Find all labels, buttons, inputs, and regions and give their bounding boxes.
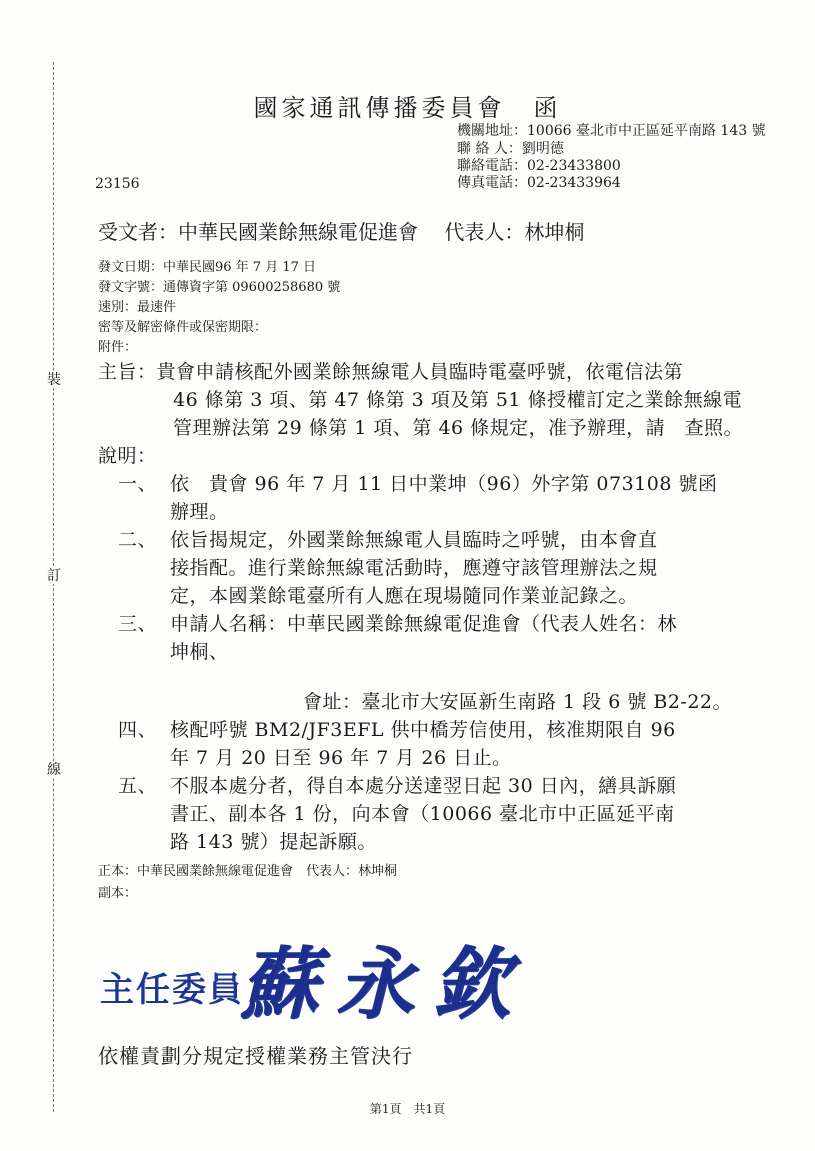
item-line: 辦理。 [170, 501, 229, 523]
item-line: 接指配。進行業餘無線電活動時，應遵守該管理辦法之規 [170, 557, 658, 579]
explanation-heading: 說明： [98, 445, 157, 467]
binding-mark-line: 線 [47, 762, 61, 778]
contact-phone: 聯絡電話：02-23433800 [457, 158, 621, 174]
document-number: 發文字號：通傳資字第 09600258680 號 [98, 280, 341, 295]
item-number: 四、 [118, 719, 158, 741]
item-number: 三、 [118, 613, 158, 635]
contact-fax: 傳真電話：02-23433964 [457, 175, 621, 191]
binding-line [53, 62, 54, 1112]
page-number: 第1頁 共1頁 [369, 1102, 446, 1116]
postal-code: 23156 [95, 176, 140, 192]
recipient: 受文者：中華民國業餘無線電促進會 代表人：林坤桐 [98, 220, 585, 244]
subject-line: 46 條第 3 項、第 47 條第 3 項及第 51 條授權訂定之業餘無線電 [173, 389, 743, 411]
office-address: 機關地址：10066 臺北市中正區延平南路 143 號 [457, 123, 766, 139]
item-line: 年 7 月 20 日至 96 年 7 月 26 日止。 [170, 747, 512, 769]
original-recipient: 正本：中華民國業餘無線電促進會 代表人：林坤桐 [98, 864, 398, 879]
binding-mark-staple: 訂 [47, 568, 61, 584]
item-number: 二、 [118, 529, 158, 551]
copy-recipient: 副本： [98, 886, 138, 901]
item-line: 定，本國業餘電臺所有人應在現場隨同作業並記錄之。 [170, 585, 639, 607]
contact-person: 聯 絡 人：劉明德 [457, 141, 564, 157]
subject-line: 主旨：貴會申請核配外國業餘無線電人員臨時電臺呼號，依電信法第 [98, 361, 684, 383]
item-number: 一、 [118, 473, 158, 495]
item-number: 五、 [118, 775, 158, 797]
item-line: 申請人名稱：中華民國業餘無線電促進會（代表人姓名：林 [170, 613, 678, 635]
delivery-speed: 速別：最速件 [98, 300, 177, 315]
authorization-note: 依權責劃分規定授權業務主管決行 [98, 1044, 413, 1068]
item-line: 依旨揭規定，外國業餘無線電人員臨時之呼號，由本會直 [170, 529, 658, 551]
issue-date: 發文日期：中華民國96 年 7 月 17 日 [98, 260, 317, 275]
item-line: 坤桐、 [170, 641, 229, 663]
signatory-signature: 蘇永欽 [240, 939, 529, 1030]
binding-mark-bind: 裝 [47, 372, 61, 388]
item-line: 不服本處分者，得自本處分送達翌日起 30 日內，繕具訴願 [170, 775, 677, 797]
item-line: 路 143 號）提起訴願。 [170, 831, 377, 853]
item-line: 書正、副本各 1 份，向本會（10066 臺北市中正區延平南 [170, 803, 675, 825]
subject-line: 管理辦法第 29 條第 1 項、第 46 條規定，准予辦理，請 查照。 [173, 417, 744, 439]
item-line: 核配呼號 BM2/JF3EFL 供中橋芳信使用，核准期限自 96 [170, 719, 676, 741]
attachment: 附件： [98, 340, 138, 355]
document-title: 國家通訊傳播委員會 函 [253, 94, 562, 122]
item-line: 依 貴會 96 年 7 月 11 日中業坤（96）外字第 073108 號函 [170, 473, 718, 495]
signatory-title: 主任委員 [100, 970, 244, 1010]
secrecy-level: 密等及解密條件或保密期限： [98, 320, 268, 335]
applicant-address: 會址：臺北市大安區新生南路 1 段 6 號 B2-22。 [303, 691, 733, 713]
